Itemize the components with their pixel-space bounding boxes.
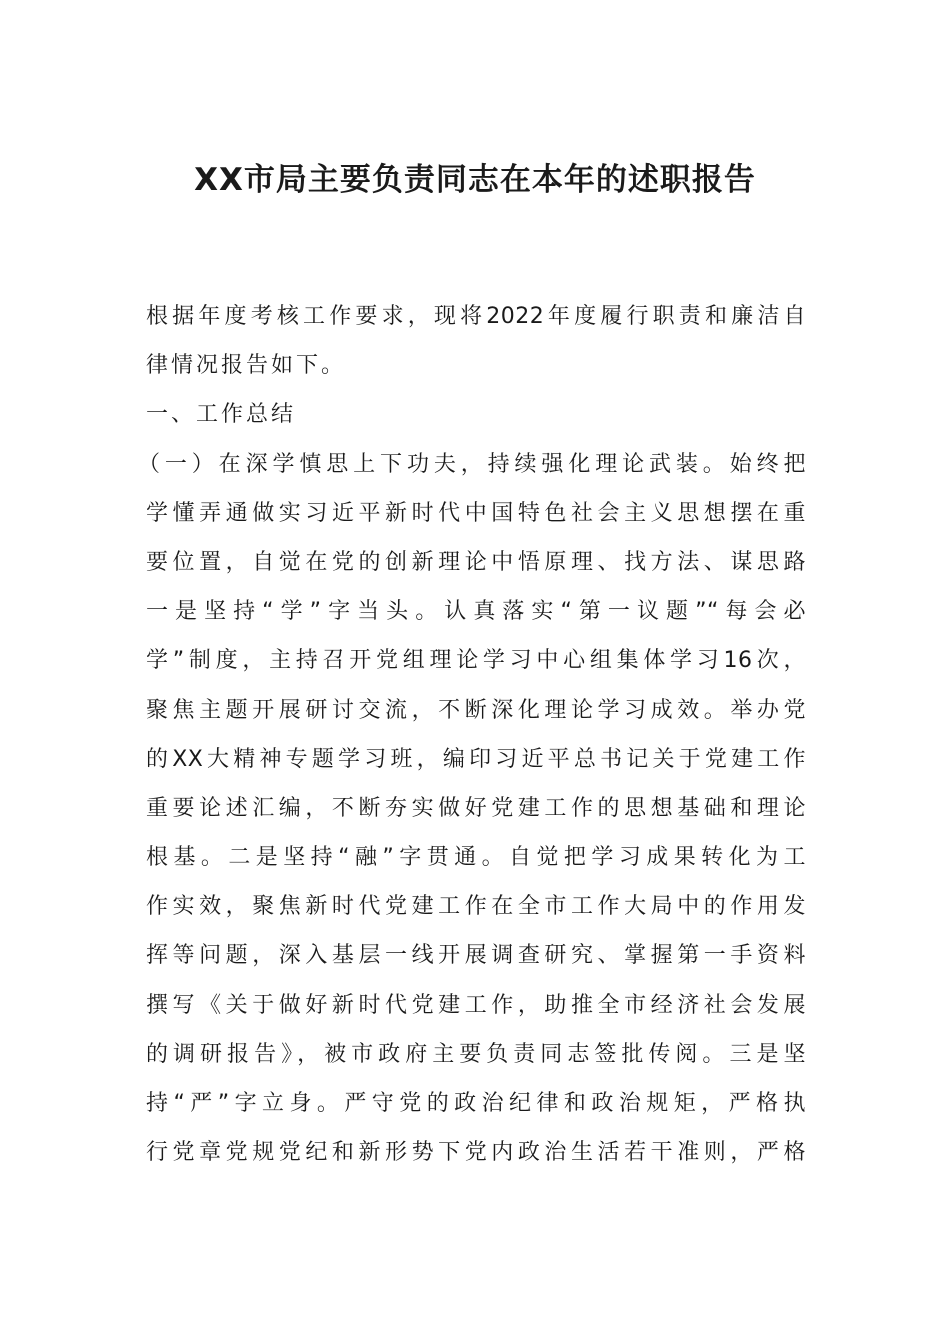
body-line: 一是坚持“学”字当头。认真落实“第一议题”“每会必 xyxy=(146,599,806,625)
body-line: 的XX大精神专题学习班，编印习近平总书记关于党建工作 xyxy=(146,746,806,772)
document-body xyxy=(138,292,806,1177)
body-line: 聚焦主题开展研讨交流，不断深化理论学习成效。举办党 xyxy=(146,697,806,723)
document-title: XX市局主要负责同志在本年的述职报告 xyxy=(194,162,756,198)
body-line: 的调研报告》，被市政府主要负责同志签批传阅。三是坚 xyxy=(146,1041,806,1067)
body-line: 根据年度考核工作要求，现将2022年度履行职责和廉洁自 xyxy=(146,304,806,329)
body-line: 挥等问题，深入基层一线开展调查研究、掌握第一手资料 xyxy=(146,943,806,969)
body-line: （一）在深学慎思上下功夫，持续强化理论武装。始终把 xyxy=(138,451,806,477)
section-heading: 一、工作总结 xyxy=(146,402,297,428)
body-line: 学懂弄通做实习近平新时代中国特色社会主义思想摆在重 xyxy=(146,500,806,526)
body-line: 律情况报告如下。 xyxy=(146,353,347,379)
body-line: 持“严”字立身。严守党的政治纪律和政治规矩，严格执 xyxy=(146,1091,806,1116)
body-line: 行党章党规党纪和新形势下党内政治生活若干准则，严格 xyxy=(146,1140,806,1166)
body-line: 要位置，自觉在党的创新理论中悟原理、找方法、谋思路 xyxy=(146,549,806,575)
body-line: 作实效，聚焦新时代党建工作在全市工作大局中的作用发 xyxy=(146,894,806,920)
body-line: 根基。二是坚持“融”字贯通。自觉把学习成果转化为工 xyxy=(146,845,806,871)
body-line: 学”制度，主持召开党组理论学习中心组集体学习16次， xyxy=(146,648,806,674)
body-line: 撰写《关于做好新时代党建工作，助推全市经济社会发展 xyxy=(146,992,806,1018)
body-line: 重要论述汇编，不断夯实做好党建工作的思想基础和理论 xyxy=(146,795,806,821)
